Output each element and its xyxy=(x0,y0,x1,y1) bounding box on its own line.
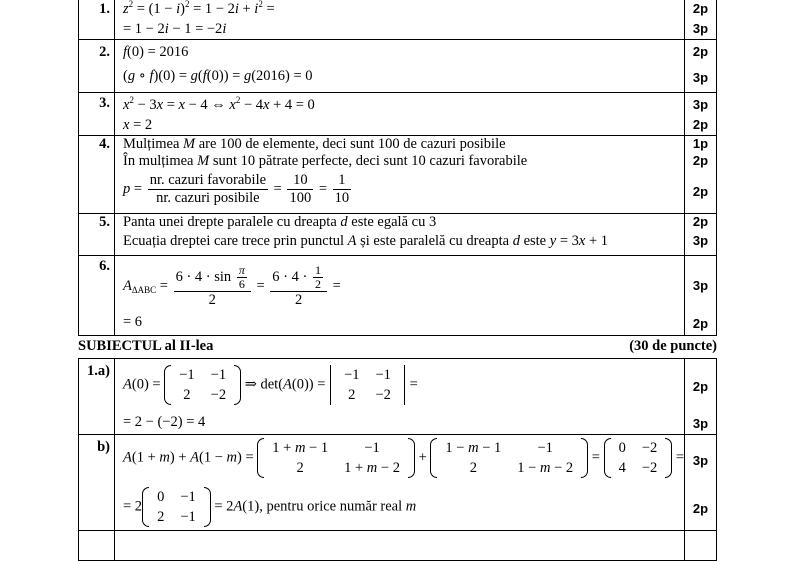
item-number: 3. xyxy=(99,95,110,111)
points: 2p xyxy=(692,214,709,229)
points: 2p xyxy=(692,316,709,331)
points: 1p xyxy=(692,136,709,151)
points: 2p xyxy=(692,117,709,132)
section-heading xyxy=(78,338,717,355)
line-1: $x^2 - 3x = x - 4$ ⇔ $x^2 - 4x + 4 = 0$ xyxy=(123,95,315,113)
line-1: f(0) = 2016 xyxy=(123,44,189,60)
points: 3p xyxy=(692,233,709,248)
points: 3p xyxy=(692,278,709,293)
item-number: 1. xyxy=(99,1,110,17)
points: 2p xyxy=(692,501,709,516)
line-2: = 1 − 2i − 1 = −2i xyxy=(123,21,227,37)
points: 2p xyxy=(692,44,709,59)
points: 3p xyxy=(692,70,709,85)
solution-cell xyxy=(115,136,685,214)
item-number: 1.a) xyxy=(87,363,110,379)
table-row xyxy=(79,359,717,435)
line-2: = 6 xyxy=(123,314,143,330)
subject-1-table xyxy=(78,0,717,336)
line-1: $A_{\Delta ABC}$ = 6 · 4 · sin $\frac{\pi}{6}$ 2 = 6 · 4 · $\frac{1}{2}$ 2 = xyxy=(123,263,341,308)
solution-cell xyxy=(115,93,685,136)
points-cell xyxy=(685,359,717,435)
points: 2p xyxy=(692,1,709,16)
points: 2p xyxy=(692,184,709,199)
subject-2-table xyxy=(78,358,717,561)
points-cell xyxy=(685,93,717,136)
points: 3p xyxy=(692,97,709,112)
line-2: (g ∘ f)(0) = g(f(0)) = g(2016) = 0 xyxy=(123,68,313,84)
line-3: p = $\frac{\text{nr. cazuri favorabile}}{\text{nr. cazuri posibile}}$ = $\frac{10}{100}$ = $\frac{1}{10}$ xyxy=(123,172,350,206)
points: 2p xyxy=(692,153,709,168)
item-number: 5. xyxy=(99,214,110,230)
solution-cell xyxy=(115,435,685,531)
points-cell xyxy=(685,214,717,256)
item-number: 4. xyxy=(99,136,110,152)
table-row xyxy=(79,136,717,214)
table-row xyxy=(79,531,717,561)
points: 3p xyxy=(692,453,709,468)
table-row xyxy=(79,93,717,136)
line-2: = 2 − (−2) = 4 xyxy=(123,414,206,430)
line-2: În mulțimea M sunt 10 pătrate perfecte, deci sunt 10 cazuri favorabile xyxy=(123,153,528,169)
item-number: b) xyxy=(97,439,110,455)
solution-cell xyxy=(115,0,685,40)
line-1: Panta unei drepte paralele cu dreapta d este egală cu 3 xyxy=(123,214,437,230)
line-2: x = 2 xyxy=(123,117,153,133)
line-1: Mulțimea M are 100 de elemente, deci sunt 100 de cazuri posibile xyxy=(123,136,506,152)
table-row xyxy=(79,435,717,531)
solution-cell xyxy=(115,256,685,336)
points-cell xyxy=(685,40,717,93)
table-row xyxy=(79,0,717,40)
table-row xyxy=(79,256,717,336)
table-row xyxy=(79,214,717,256)
line-2: = 2 0 −1 2 −1 = 2A(1), pentru orice număr real m xyxy=(123,489,417,525)
points-cell xyxy=(685,256,717,336)
solution-cell xyxy=(115,214,685,256)
item-number: 2. xyxy=(99,44,110,60)
points-cell xyxy=(685,136,717,214)
solution-cell xyxy=(115,359,685,435)
points: 2p xyxy=(692,379,709,394)
points: 3p xyxy=(692,416,709,431)
line-1: A(1 + m) + A(1 − m) = 1 + m − 1 −1 2 1 + m − 2 + 1 − m − 1 −1 2 1 − m − 2 = 0 −2 4 −2 = xyxy=(123,440,685,476)
points: 3p xyxy=(692,21,709,36)
points-cell xyxy=(685,0,717,40)
section-points: (30 de puncte) xyxy=(629,338,717,354)
section-title: SUBIECTUL al II-lea xyxy=(78,338,214,354)
solution-cell xyxy=(115,40,685,93)
item-number: 6. xyxy=(99,258,110,274)
table-row xyxy=(79,40,717,93)
line-2: Ecuația dreptei care trece prin punctul A și este paralelă cu dreapta d este y = 3x + 1 xyxy=(123,233,608,249)
line-1: A(0) = −1 −1 2 −2 ⇒ det(A(0)) = −1 −1 2 −2 = xyxy=(123,367,418,403)
line-1: $z^2 = (1 - i)^2 = 1 - 2i + i^2$ = xyxy=(123,0,275,17)
points-cell xyxy=(685,435,717,531)
